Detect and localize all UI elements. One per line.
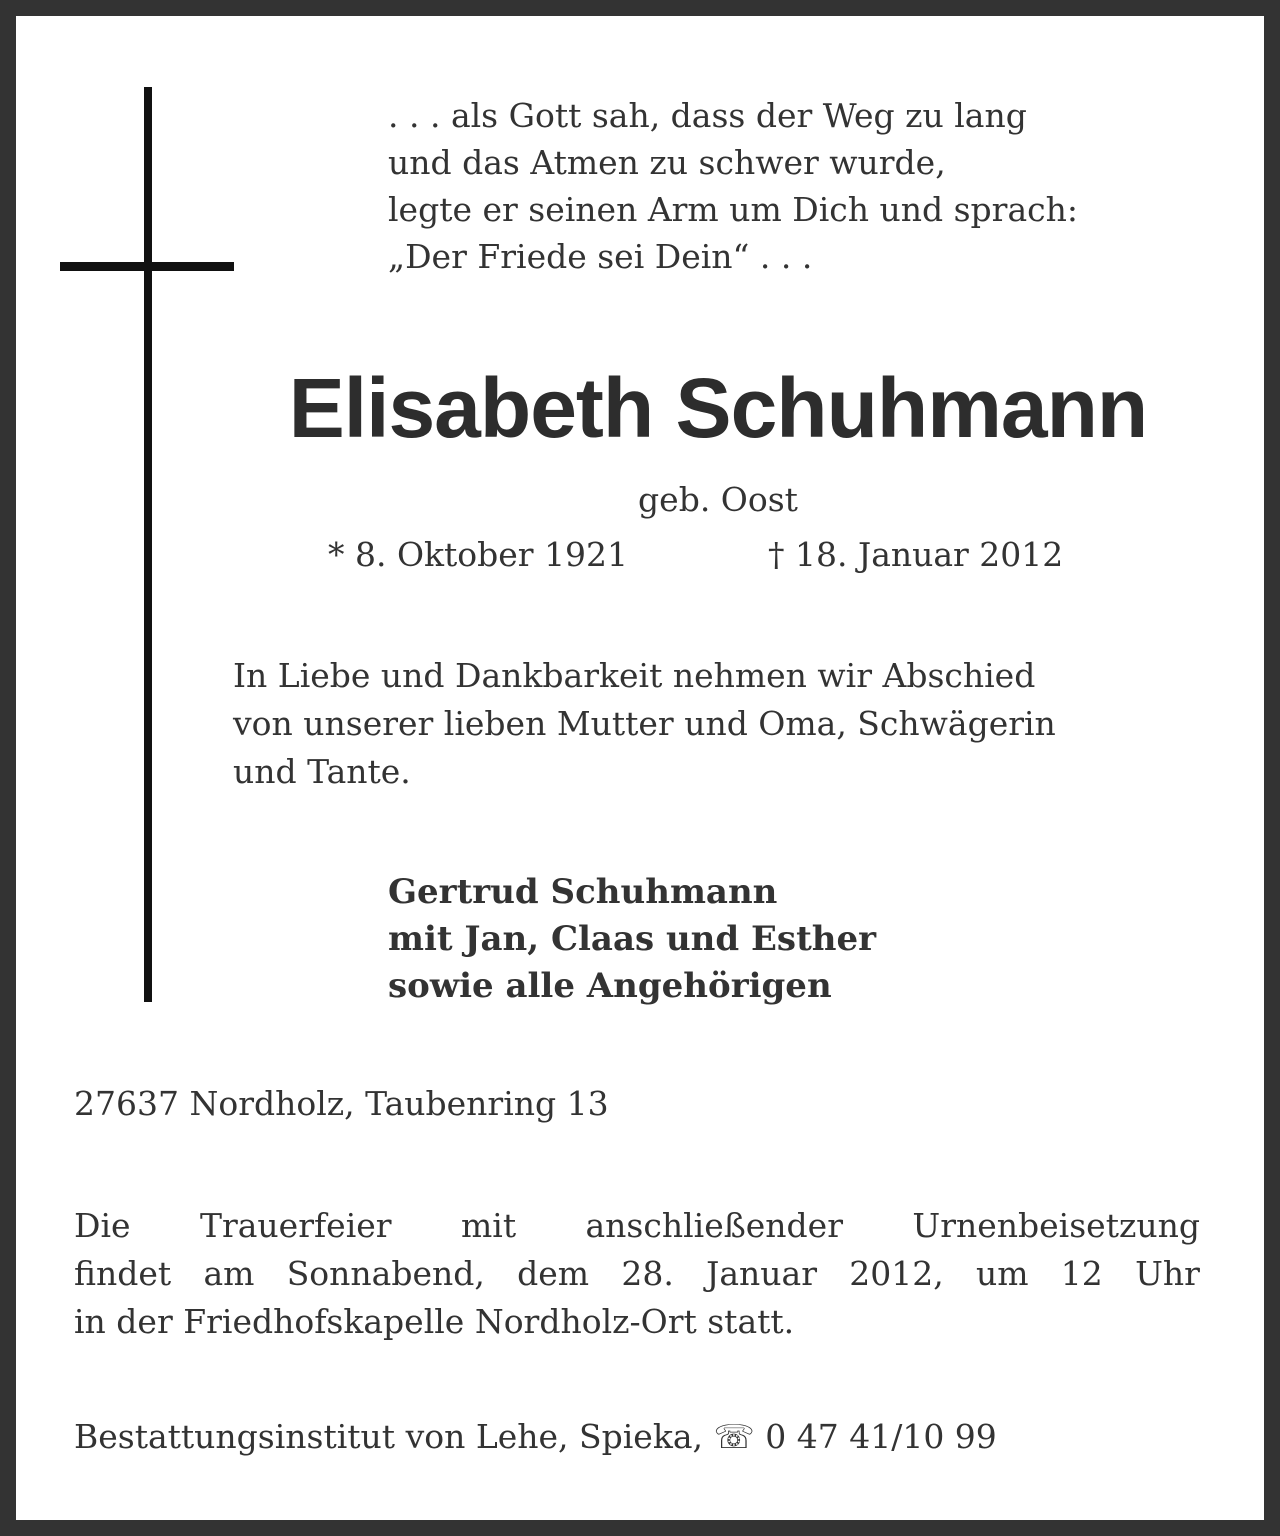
deceased-name: Elisabeth Schuhmann: [288, 361, 1148, 455]
cross-vertical-bar: [144, 87, 152, 1002]
quote-line: „Der Friede sei Dein“ . . .: [388, 237, 813, 276]
quote-line: . . . als Gott sah, dass der Weg zu lang: [388, 96, 1027, 135]
family-address: 27637 Nordholz, Taubenring 13: [74, 1084, 609, 1123]
memorial-quote: [388, 92, 1248, 280]
ceremony-word: mit: [460, 1206, 517, 1245]
ceremony-word: 12: [1060, 1254, 1103, 1293]
mourners-block: [388, 869, 1208, 1010]
mourner-line: sowie alle Angehörigen: [388, 966, 832, 1006]
ceremony-word: Die: [74, 1206, 131, 1245]
farewell-line: von unserer lieben Mutter und Oma, Schwägerin: [233, 704, 1056, 743]
ceremony-word: 2012,: [849, 1254, 944, 1293]
ceremony-word: Trauerfeier: [199, 1206, 392, 1245]
ceremony-word: Uhr: [1135, 1254, 1200, 1293]
quote-line: und das Atmen zu schwer wurde,: [388, 143, 946, 182]
ceremony-word: Januar: [706, 1254, 817, 1293]
farewell-text: [233, 652, 1213, 796]
funeral-home-contact: Bestattungsinstitut von Lehe, Spieka, ☏ 0 47 41/10 99: [74, 1417, 997, 1456]
ceremony-word: Sonnabend,: [286, 1254, 485, 1293]
farewell-line: und Tante.: [233, 752, 411, 791]
quote-line: legte er seinen Arm um Dich und sprach:: [388, 190, 1078, 229]
ceremony-word: Urnenbeisetzung: [912, 1206, 1200, 1245]
birth-date: * 8. Oktober 1921: [328, 535, 629, 574]
ceremony-word: anschließender: [585, 1206, 843, 1245]
ceremony-word: um: [975, 1254, 1029, 1293]
ceremony-word: findet: [74, 1254, 172, 1293]
maiden-name: geb. Oost: [638, 480, 798, 519]
mourner-line: mit Jan, Claas und Esther: [388, 919, 877, 959]
ceremony-line-2: [74, 1250, 1200, 1298]
farewell-line: In Liebe und Dankbarkeit nehmen wir Abschied: [233, 656, 1036, 695]
ceremony-line-3: in der Friedhofskapelle Nordholz-Ort statt.: [74, 1302, 795, 1341]
ceremony-word: 28.: [621, 1254, 674, 1293]
funeral-ceremony-text: [74, 1202, 1200, 1346]
ceremony-word: am: [203, 1254, 255, 1293]
death-date: † 18. Januar 2012: [768, 535, 1064, 574]
cross-horizontal-bar: [60, 262, 234, 271]
mourner-line: Gertrud Schuhmann: [388, 872, 778, 912]
ceremony-word: dem: [517, 1254, 590, 1293]
ceremony-line-1: [74, 1202, 1200, 1250]
